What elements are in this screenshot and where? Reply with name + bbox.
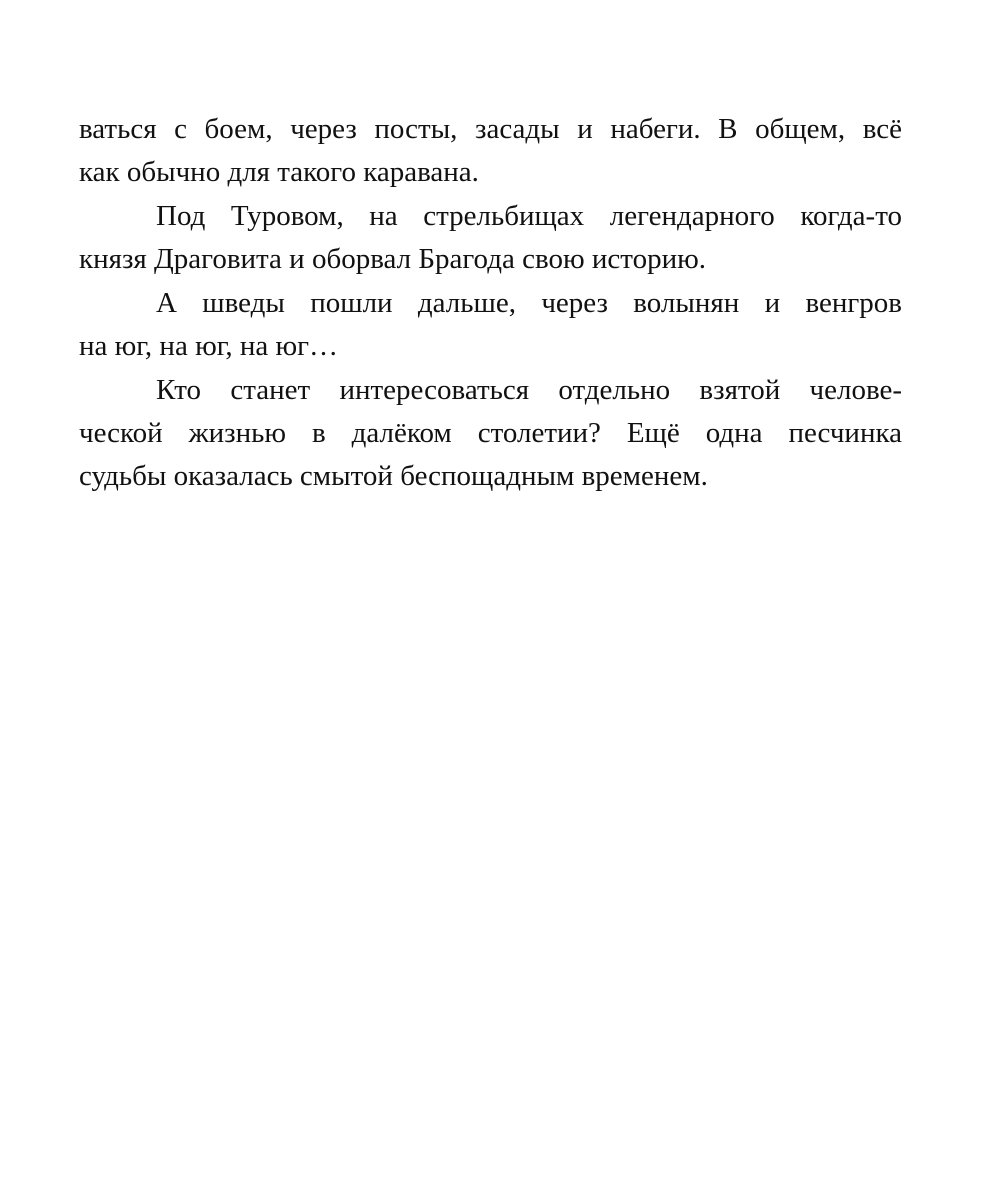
document-page [79,108,902,498]
text-line: князя Драговита и оборвал Брагода свою историю. [79,243,706,275]
text-line: А шведы пошли дальше, через волынян и венгров [156,287,902,319]
text-line: Кто станет интересоваться отдельно взятой челове- [156,374,902,406]
text-line: ческой жизнью в далёком столетии? Ещё одна песчинка [79,417,902,449]
text-line: ваться с боем, через посты, засады и набеги. В общем, всё [79,113,902,145]
text-line: как обычно для такого каравана. [79,156,479,188]
paragraph-3 [79,282,902,368]
text-line: на юг, на юг, на юг… [79,330,339,362]
paragraph-4 [79,369,902,498]
paragraph-1 [79,108,902,194]
text-line: Под Туровом, на стрельбищах легендарного когда-то [156,200,902,232]
paragraph-2 [79,195,902,281]
text-line: судьбы оказалась смытой беспощадным временем. [79,460,708,492]
